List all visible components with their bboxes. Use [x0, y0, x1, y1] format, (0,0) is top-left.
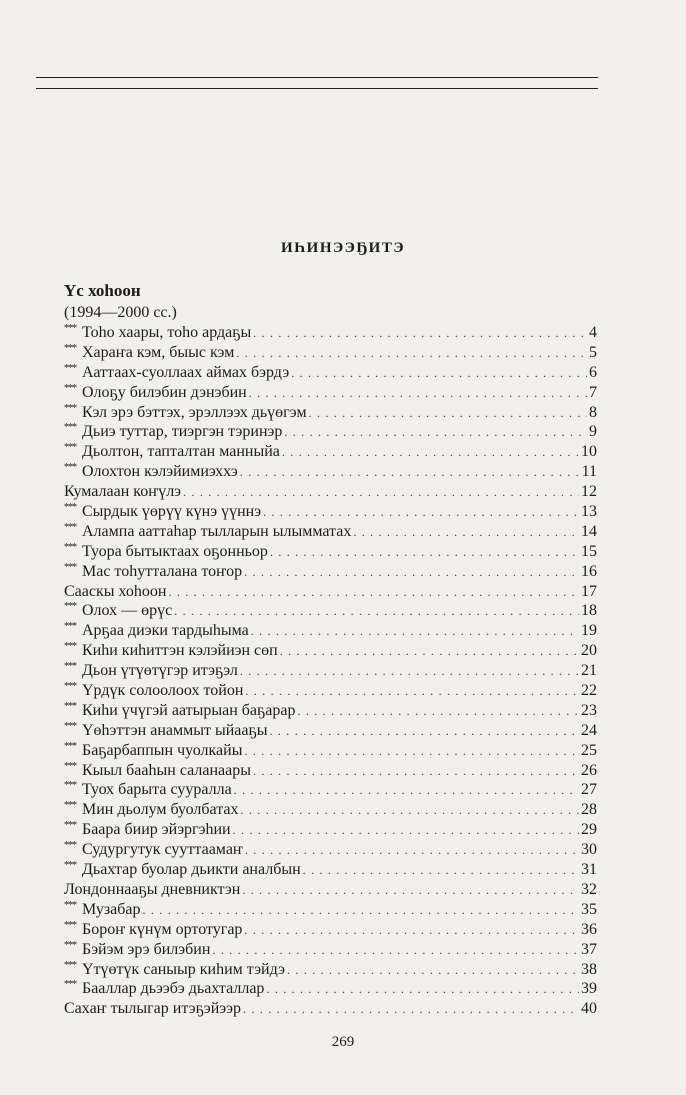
- toc-entry: [64, 502, 597, 522]
- toc-entry-title: Мин дьолум буолбатах: [82, 801, 239, 819]
- poem-marker: ***: [64, 720, 76, 732]
- toc-entry-title: Баара биир эйэргэһии: [82, 821, 231, 839]
- dot-leader: [242, 881, 579, 901]
- toc-entry-page: 19: [581, 622, 597, 640]
- poem-marker: ***: [64, 561, 76, 573]
- toc-entry: [64, 721, 597, 741]
- toc-entry: [64, 979, 597, 999]
- dot-leader: [243, 1000, 579, 1020]
- dot-leader: [174, 602, 579, 622]
- toc-entry-page: 27: [581, 781, 597, 799]
- toc-entry-page: 23: [581, 701, 597, 719]
- toc-entry-page: 6: [589, 363, 597, 381]
- toc-entry-page: 15: [581, 542, 597, 560]
- toc-entry: [64, 681, 597, 701]
- toc-entry-title: Бороҥ күнүм ортотугар: [82, 920, 243, 938]
- toc-entry-page: 20: [581, 642, 597, 660]
- dot-leader: [280, 642, 579, 662]
- toc-entry-page: 17: [581, 582, 597, 600]
- toc-entry-page: 35: [581, 900, 597, 918]
- toc-entry-title: Ааттаах-суоллаах аймах бэрдэ: [82, 363, 290, 381]
- dot-leader: [183, 483, 579, 503]
- toc-entry-page: 10: [581, 443, 597, 461]
- poem-marker: ***: [64, 780, 76, 792]
- toc-entry: [64, 363, 597, 383]
- toc-entry: [64, 582, 597, 602]
- toc-heading: ИҺИНЭЭҔИТЭ: [280, 240, 406, 256]
- toc-entry: [64, 462, 597, 482]
- toc-entry-title: Туох барыта сууралла: [82, 781, 232, 799]
- header-rule-top: [36, 77, 598, 78]
- toc-entry-title: Киһи үчүгэй аатырыан баҕарар: [82, 701, 296, 719]
- poem-marker: ***: [64, 681, 76, 693]
- dot-leader: [143, 901, 580, 921]
- toc-entry-title: Арҕаа диэки тардыһыма: [82, 622, 249, 640]
- toc-entry-page: 13: [581, 503, 597, 521]
- toc-entry-page: 18: [581, 602, 597, 620]
- toc-entry-page: 31: [581, 861, 597, 879]
- toc-entry: [64, 403, 597, 423]
- dot-leader: [249, 384, 587, 404]
- toc-entry-title: Дьолтон, тапталтан манныйа: [82, 443, 280, 461]
- dot-leader: [234, 781, 579, 801]
- toc-entry: [64, 800, 597, 820]
- dot-leader: [303, 861, 579, 881]
- dot-leader: [251, 622, 579, 642]
- dot-leader: [309, 404, 587, 424]
- toc-list: [64, 323, 597, 1019]
- poem-marker: ***: [64, 502, 76, 514]
- toc-entry-title: Бааллар дьээбэ дьахталлар: [82, 980, 265, 998]
- toc-entry: [64, 940, 597, 960]
- dot-leader: [168, 583, 579, 603]
- toc-entry-page: 9: [589, 423, 597, 441]
- toc-entry-title: Лондоннааҕы дневниктэн: [64, 880, 241, 898]
- dot-leader: [282, 443, 579, 463]
- toc-entry-page: 29: [581, 821, 597, 839]
- toc-entry-title: Тоһо хаары, тоһо ардаҕы: [82, 324, 252, 341]
- toc-entry-title: Кумалаан коҥүлэ: [64, 483, 182, 501]
- dot-leader: [236, 344, 587, 364]
- dot-leader: [244, 921, 579, 941]
- toc-entry-page: 30: [581, 841, 597, 859]
- toc-entry: [64, 741, 597, 761]
- toc-entry-page: 26: [581, 761, 597, 779]
- poem-marker: ***: [64, 342, 76, 354]
- toc-entry: [64, 880, 597, 900]
- toc-entry: [64, 383, 597, 403]
- toc-entry: [64, 621, 597, 641]
- toc-entry: [64, 422, 597, 442]
- poem-marker: ***: [64, 541, 76, 553]
- toc-entry-title: Үтүөтүк саныыр киһим тэйдэ: [82, 960, 286, 978]
- dot-leader: [241, 801, 580, 821]
- poem-marker: ***: [64, 402, 76, 414]
- toc-entry-title: Үрдүк солоолоох тойон: [82, 682, 244, 700]
- dot-leader: [244, 563, 579, 583]
- toc-entry-title: Киһи киһиттэн кэлэйиэн сөп: [82, 642, 278, 660]
- header-rule-bottom: [36, 88, 598, 89]
- toc-entry-title: Кэл эрэ бэттэх, эрэллээх дьүөгэм: [82, 403, 307, 421]
- dot-leader: [245, 682, 579, 702]
- toc-entry: [64, 999, 597, 1019]
- toc-entry: [64, 482, 597, 502]
- toc-entry-page: 22: [581, 682, 597, 700]
- toc-entry: [64, 601, 597, 621]
- toc-entry-title: Алампа ааттаһар тылларын ылымматах: [82, 522, 352, 540]
- dot-leader: [353, 523, 579, 543]
- dot-leader: [244, 742, 579, 762]
- toc-entry-title: Сааскы хоһоон: [64, 582, 167, 600]
- poem-marker: ***: [64, 621, 76, 633]
- poem-marker: ***: [64, 442, 76, 454]
- dot-leader: [253, 324, 587, 344]
- toc-entry-title: Сырдык үөрүү күнэ үүннэ: [82, 503, 262, 521]
- dot-leader: [270, 722, 580, 742]
- poem-marker: ***: [64, 362, 76, 374]
- toc-entry-page: 7: [589, 383, 597, 401]
- toc-entry: [64, 701, 597, 721]
- toc-entry: [64, 860, 597, 880]
- toc-entry-page: 38: [581, 960, 597, 978]
- toc-entry-title: Баҕарбаппын чуолкайы: [82, 741, 243, 759]
- toc-entry: [64, 780, 597, 800]
- dot-leader: [287, 961, 579, 981]
- dot-leader: [212, 941, 579, 961]
- dot-leader: [266, 980, 579, 1000]
- toc-entry: [64, 900, 597, 920]
- toc-entry: [64, 820, 597, 840]
- poem-marker: ***: [64, 521, 76, 533]
- dot-leader: [253, 762, 579, 782]
- toc-entry-page: 12: [581, 483, 597, 501]
- toc-entry-title: Хараҥа кэм, быыс кэм: [82, 343, 235, 361]
- section-years: (1994—2000 сс.): [64, 304, 177, 321]
- toc-entry: [64, 960, 597, 980]
- toc-entry: [64, 442, 597, 462]
- toc-entry-page: 39: [581, 980, 597, 998]
- poem-marker: ***: [64, 422, 76, 434]
- poem-marker: ***: [64, 919, 76, 931]
- toc-entry-page: 37: [581, 940, 597, 958]
- toc-entry-title: Судургутук сууттаамаҥ: [82, 841, 243, 859]
- toc-entry-title: Дьахтар буолар дьикти аналбын: [82, 861, 301, 879]
- toc-entry-page: 25: [581, 741, 597, 759]
- toc-entry: [64, 343, 597, 363]
- poem-marker: ***: [64, 939, 76, 951]
- poem-marker: ***: [64, 740, 76, 752]
- toc-entry-page: 21: [581, 662, 597, 680]
- toc-entry-page: 28: [581, 801, 597, 819]
- dot-leader: [291, 364, 587, 384]
- poem-marker: ***: [64, 700, 76, 712]
- toc-entry-page: 4: [589, 324, 597, 341]
- toc-entry-title: Бэйэм эрэ билэбин: [82, 940, 211, 958]
- toc-entry-title: Дьиэ туттар, тиэргэн тэринэр: [82, 423, 283, 441]
- toc-entry-title: Дьон үтүөтүгэр итэҕэл: [82, 662, 238, 680]
- dot-leader: [263, 503, 579, 523]
- page-number: 269: [331, 1034, 355, 1050]
- poem-marker: ***: [64, 820, 76, 832]
- toc-entry-page: 14: [581, 522, 597, 540]
- toc-entry-title: Олох — өрүс: [82, 602, 173, 620]
- toc-entry: [64, 323, 597, 343]
- toc-entry-title: Туора бытыктаах оҕонньор: [82, 542, 268, 560]
- poem-marker: ***: [64, 601, 76, 613]
- toc-entry-title: Олохтон кэлэйимиэххэ: [82, 463, 238, 481]
- poem-marker: ***: [64, 959, 76, 971]
- toc-entry: [64, 522, 597, 542]
- dot-leader: [240, 662, 579, 682]
- dot-leader: [284, 423, 587, 443]
- toc-entry-page: 8: [589, 403, 597, 421]
- poem-marker: ***: [64, 899, 76, 911]
- poem-marker: ***: [64, 323, 76, 334]
- toc-entry-title: Музабар: [82, 900, 141, 918]
- dot-leader: [245, 841, 579, 861]
- toc-entry: [64, 641, 597, 661]
- toc-entry: [64, 661, 597, 681]
- toc-entry-title: Олоҕу билэбин дэнэбин: [82, 383, 247, 401]
- toc-entry: [64, 562, 597, 582]
- poem-marker: ***: [64, 382, 76, 394]
- toc-entry-page: 11: [581, 463, 597, 481]
- toc-entry-title: Үөһэттэн анаммыт ыйааҕы: [82, 721, 268, 739]
- poem-marker: ***: [64, 860, 76, 872]
- toc-entry: [64, 920, 597, 940]
- poem-marker: ***: [64, 641, 76, 653]
- toc-entry-title: Мас тоһутталана тоҥор: [82, 562, 243, 580]
- toc-entry-title: Кыыл бааһын саланаары: [82, 761, 251, 779]
- poem-marker: ***: [64, 760, 76, 772]
- toc-entry-page: 24: [581, 721, 597, 739]
- dot-leader: [233, 821, 579, 841]
- poem-marker: ***: [64, 462, 76, 474]
- dot-leader: [240, 463, 580, 483]
- toc-entry-title: Сахаҥ тылыгар итэҕэйээр: [64, 1000, 241, 1018]
- toc-entry-page: 32: [581, 880, 597, 898]
- poem-marker: ***: [64, 661, 76, 673]
- toc-entry-page: 16: [581, 562, 597, 580]
- toc-entry-page: 40: [581, 1000, 597, 1018]
- section-title: Үс хоһоон: [64, 281, 141, 300]
- poem-marker: ***: [64, 800, 76, 812]
- toc-entry: [64, 542, 597, 562]
- toc-entry-page: 5: [589, 343, 597, 361]
- toc-entry: [64, 761, 597, 781]
- poem-marker: ***: [64, 979, 76, 991]
- toc-entry: [64, 840, 597, 860]
- dot-leader: [297, 702, 579, 722]
- poem-marker: ***: [64, 840, 76, 852]
- dot-leader: [270, 543, 579, 563]
- toc-entry-page: 36: [581, 920, 597, 938]
